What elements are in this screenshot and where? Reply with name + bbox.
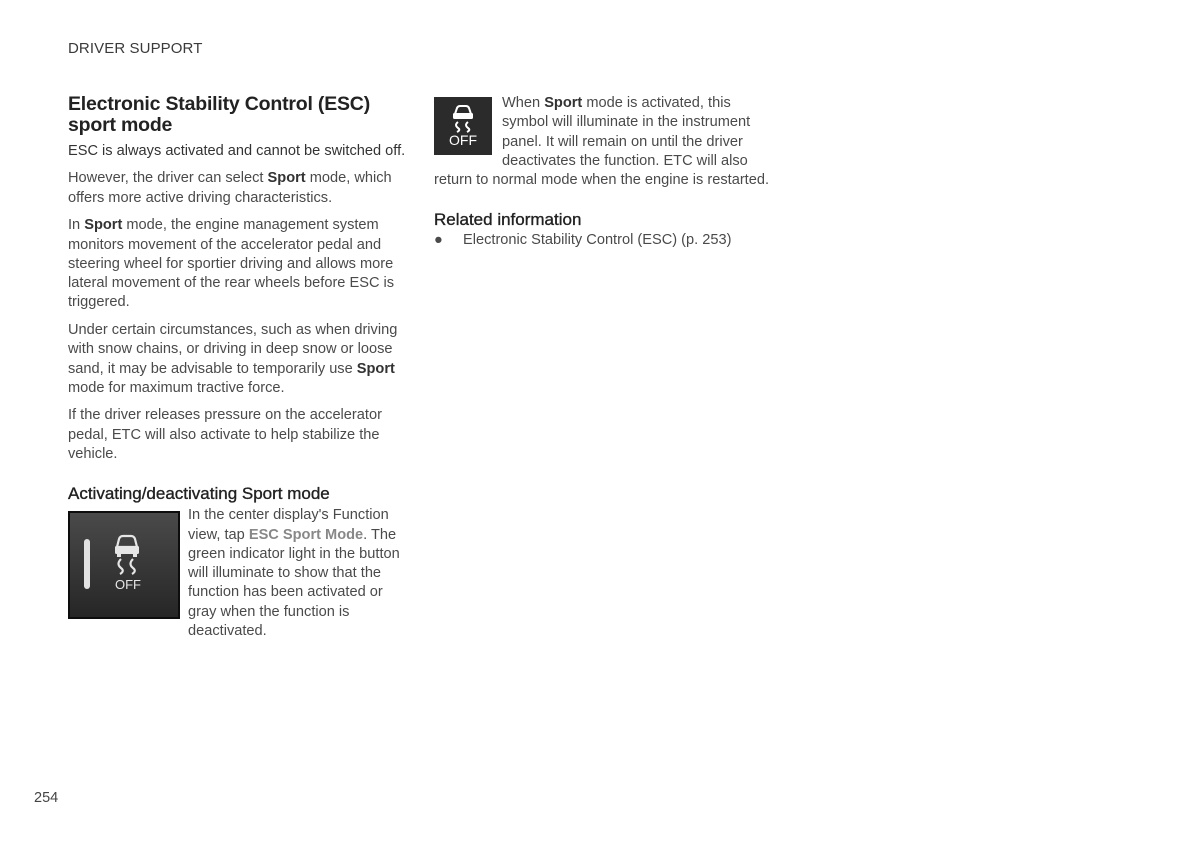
button-instructions: In the center display's Function view, tap ESC Sport Mode. The green indicator light in the button will illuminate to show that the function has been activated or gray when the function is deactivated. bbox=[188, 507, 400, 639]
indicator-section bbox=[434, 94, 772, 190]
related-list bbox=[434, 231, 772, 250]
page-title: Electronic Stability Control (ESC) sport mode bbox=[68, 93, 370, 136]
paragraph-sport-circumstances: Under certain circumstances, such as when driving with snow chains, or driving in deep snow or loose sand, it may be advisable to temporarily use Sport mode for maximum tractive force. bbox=[68, 321, 398, 396]
indicator-light bbox=[84, 539, 90, 589]
page-number: 254 bbox=[34, 790, 59, 806]
related-link[interactable]: Electronic Stability Control (ESC) (p. 253) bbox=[463, 232, 732, 249]
subheading-activating: Activating/deactivating Sport mode bbox=[68, 484, 330, 504]
bullet: ● bbox=[434, 232, 443, 249]
section-header: DRIVER SUPPORT bbox=[68, 40, 203, 57]
indicator-off-label: OFF bbox=[449, 132, 477, 148]
paragraph-sport-engine: In Sport mode, the engine management system monitors movement of the accelerator pedal and steering wheel for sportier driving and allows more lateral movement of the rear wheels before ESC is triggered. bbox=[68, 217, 395, 311]
esc-off-indicator bbox=[434, 97, 492, 155]
esc-sport-button-block bbox=[68, 506, 408, 649]
paragraph-sport-select: However, the driver can select Sport mode, which offers more active driving characteristics. bbox=[68, 170, 392, 206]
paragraph-indicator: When Sport mode is activated, this symbol will illuminate in the instrument panel. It will remain on until the driver deactivates the function. ETC will also return to normal mode when the engine is restarted. bbox=[434, 95, 770, 189]
esc-off-icon bbox=[110, 531, 144, 575]
related-heading: Related information bbox=[434, 210, 582, 230]
paragraph-etc: If the driver releases pressure on the accelerator pedal, ETC will also activate to help stabilize the vehicle. bbox=[68, 407, 382, 462]
right-column bbox=[434, 94, 772, 251]
esc-off-label: OFF bbox=[115, 577, 141, 593]
lead-paragraph: ESC is always activated and cannot be switched off. bbox=[68, 143, 406, 159]
list-item[interactable] bbox=[434, 231, 772, 250]
esc-off-indicator-icon bbox=[448, 103, 478, 133]
left-column bbox=[68, 94, 408, 649]
esc-sport-mode-button bbox=[68, 511, 180, 619]
